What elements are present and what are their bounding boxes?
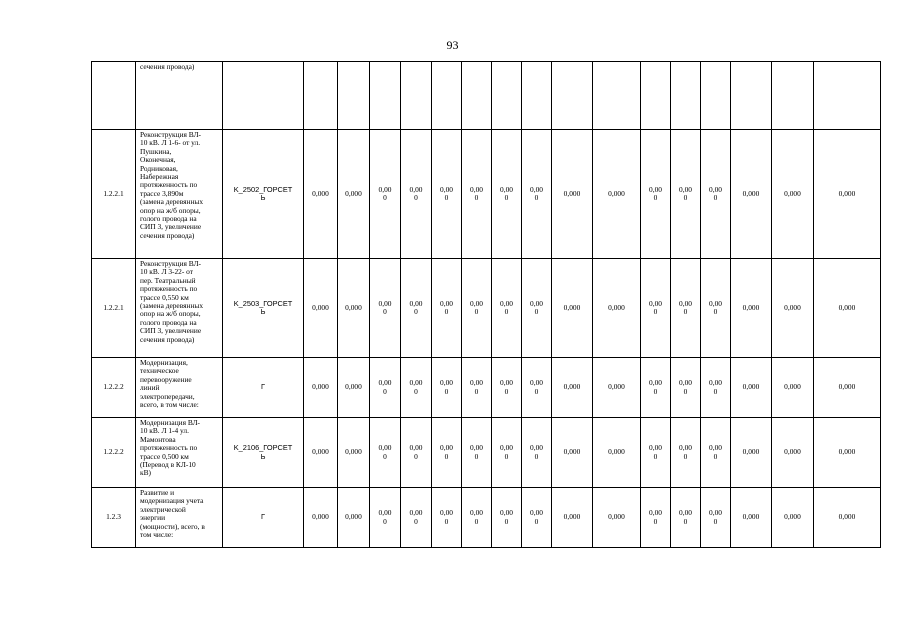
value-text: 0,000 <box>345 302 362 312</box>
row-name-text: Модернизация, техническое перевооружение линий электропередачи, всего, в том числе: <box>140 358 199 410</box>
value-text: 0,000 <box>608 382 625 392</box>
value-cell <box>401 130 432 259</box>
value-text: 0,000 <box>563 188 581 198</box>
value-text: 0,000 <box>784 447 801 457</box>
value-cell <box>338 488 370 548</box>
value-cell <box>462 62 492 130</box>
value-text: 0,00 0 <box>409 184 423 202</box>
value-text: 0,00 0 <box>378 184 392 202</box>
value-cell <box>814 418 881 488</box>
value-cell <box>492 62 522 130</box>
value-cell <box>370 358 401 418</box>
value-text: 0,00 0 <box>679 443 692 461</box>
value-text: 0,000 <box>563 382 581 392</box>
value-cell <box>401 418 432 488</box>
table-row <box>92 488 881 548</box>
value-text: 0,00 0 <box>500 508 513 526</box>
value-text: 0,00 0 <box>649 443 662 461</box>
value-text: 0,00 0 <box>530 378 543 396</box>
value-cell <box>370 62 401 130</box>
value-text: 0,00 0 <box>679 298 692 316</box>
value-cell <box>432 62 462 130</box>
row-name-text: Развитие и модернизация учета электрической энергии (мощности), всего, в том числе: <box>140 488 205 540</box>
value-cell <box>593 418 641 488</box>
value-cell <box>401 62 432 130</box>
value-cell <box>593 62 641 130</box>
row-name-cell <box>136 358 223 418</box>
value-text: 0,000 <box>563 302 581 312</box>
value-text: 0,00 0 <box>679 378 692 396</box>
value-cell <box>522 130 552 259</box>
value-cell <box>522 418 552 488</box>
value-text: 0,000 <box>608 302 625 312</box>
value-text: 0,000 <box>838 447 856 457</box>
value-cell <box>432 418 462 488</box>
row-name-cell <box>136 259 223 358</box>
value-text: 0,00 0 <box>500 378 513 396</box>
value-cell <box>641 62 671 130</box>
value-cell <box>701 358 731 418</box>
value-text: 0,000 <box>312 512 329 522</box>
value-cell <box>593 358 641 418</box>
value-cell <box>304 488 338 548</box>
value-cell <box>772 418 814 488</box>
value-cell <box>731 259 772 358</box>
value-cell <box>432 130 462 259</box>
value-cell <box>671 358 701 418</box>
value-text: 0,00 0 <box>649 378 662 396</box>
value-cell <box>641 259 671 358</box>
row-id-cell: 1.2.3 <box>92 488 136 548</box>
value-cell <box>462 488 492 548</box>
value-cell <box>552 418 593 488</box>
value-cell <box>522 488 552 548</box>
value-cell <box>731 62 772 130</box>
value-text: 0,00 0 <box>378 298 392 316</box>
row-code-text: Г <box>260 382 265 392</box>
value-cell <box>304 130 338 259</box>
value-text: 0,00 0 <box>409 378 423 396</box>
table-row <box>92 358 881 418</box>
row-name-text: сечения провода) <box>140 62 195 71</box>
value-cell <box>462 259 492 358</box>
value-text: 0,00 0 <box>709 508 722 526</box>
value-cell <box>492 130 522 259</box>
value-text: 0,000 <box>784 302 801 312</box>
value-cell <box>772 62 814 130</box>
value-cell <box>432 358 462 418</box>
value-text: 0,00 0 <box>470 378 483 396</box>
value-cell <box>671 62 701 130</box>
value-text: 0,00 0 <box>470 298 483 316</box>
value-text: 0,00 0 <box>649 298 662 316</box>
value-text: 0,00 0 <box>409 508 423 526</box>
value-cell <box>772 488 814 548</box>
value-text: 0,00 0 <box>440 443 453 461</box>
value-cell <box>731 418 772 488</box>
row-name-text: Реконструкция ВЛ- 10 кВ. Л 1-6- от ул. Пушкина, Оконечная, Родниковая, Набережная протяженность по трассе 3,890м (замена деревянных опор на ж/б опоры, голого провода на СИП 3, увеличение сечения провода) <box>140 130 204 240</box>
value-cell <box>492 488 522 548</box>
value-text: 0,00 0 <box>530 508 543 526</box>
page-number: 93 <box>446 38 459 52</box>
row-code-text: K_2503_ГОРСЕТ Ь <box>233 298 293 316</box>
value-cell <box>701 62 731 130</box>
value-text: 0,00 0 <box>709 378 722 396</box>
value-text: 0,000 <box>563 512 581 522</box>
row-code-cell <box>223 488 304 548</box>
value-cell <box>432 488 462 548</box>
value-cell <box>552 358 593 418</box>
value-text: 0,00 0 <box>500 184 513 202</box>
value-text: 0,00 0 <box>470 508 483 526</box>
value-cell <box>552 259 593 358</box>
value-text: 0,000 <box>345 447 362 457</box>
value-text: 0,000 <box>838 302 856 312</box>
value-text: 0,00 0 <box>709 443 722 461</box>
value-text: 0,00 0 <box>709 184 722 202</box>
value-text: 0,00 0 <box>649 184 662 202</box>
value-text: 0,00 0 <box>440 184 453 202</box>
row-code-cell <box>223 62 304 130</box>
value-text: 0,00 0 <box>378 378 392 396</box>
value-cell <box>701 130 731 259</box>
value-text: 0,000 <box>608 512 625 522</box>
row-id-cell: 1.2.2.2 <box>92 358 136 418</box>
value-text: 0,000 <box>312 302 329 312</box>
value-cell <box>370 130 401 259</box>
value-cell <box>814 358 881 418</box>
value-text: 0,000 <box>345 512 362 522</box>
value-cell <box>304 62 338 130</box>
value-cell <box>593 130 641 259</box>
value-cell <box>641 418 671 488</box>
row-name-cell <box>136 488 223 548</box>
value-cell <box>338 130 370 259</box>
row-name-cell <box>136 62 223 130</box>
value-text: 0,00 0 <box>378 508 392 526</box>
value-cell <box>401 488 432 548</box>
value-cell <box>462 418 492 488</box>
row-id-cell <box>92 62 136 130</box>
row-id-cell: 1.2.2.1 <box>92 259 136 358</box>
value-text: 0,00 0 <box>440 378 453 396</box>
value-text: 0,00 0 <box>530 443 543 461</box>
value-text: 0,000 <box>312 188 329 198</box>
value-cell <box>304 418 338 488</box>
value-text: 0,000 <box>742 447 760 457</box>
value-cell <box>593 488 641 548</box>
value-text: 0,000 <box>345 382 362 392</box>
table-row <box>92 259 881 358</box>
value-cell <box>641 488 671 548</box>
value-cell <box>492 358 522 418</box>
value-cell <box>522 259 552 358</box>
value-cell <box>462 130 492 259</box>
value-cell <box>432 259 462 358</box>
value-cell <box>731 488 772 548</box>
value-cell <box>731 130 772 259</box>
value-cell <box>338 418 370 488</box>
value-cell <box>772 259 814 358</box>
value-text: 0,00 0 <box>409 443 423 461</box>
value-text: 0,00 0 <box>649 508 662 526</box>
investment-table <box>91 61 881 548</box>
value-cell <box>814 488 881 548</box>
table-row <box>92 130 881 259</box>
value-text: 0,000 <box>345 188 362 198</box>
value-text: 0,000 <box>312 447 329 457</box>
row-code-text: K_2106_ГОРСЕТ Ь <box>233 443 293 461</box>
value-cell <box>370 259 401 358</box>
value-cell <box>593 259 641 358</box>
value-text: 0,000 <box>608 447 625 457</box>
value-cell <box>701 488 731 548</box>
value-text: 0,00 0 <box>679 508 692 526</box>
value-cell <box>552 62 593 130</box>
value-cell <box>814 130 881 259</box>
row-id-cell: 1.2.2.1 <box>92 130 136 259</box>
value-text: 0,000 <box>784 188 801 198</box>
value-cell <box>522 62 552 130</box>
value-text: 0,00 0 <box>409 298 423 316</box>
value-text: 0,000 <box>742 512 760 522</box>
value-cell <box>552 130 593 259</box>
value-text: 0,000 <box>312 382 329 392</box>
value-text: 0,000 <box>742 302 760 312</box>
row-code-cell <box>223 259 304 358</box>
value-cell <box>671 130 701 259</box>
value-text: 0,00 0 <box>500 443 513 461</box>
value-cell <box>814 62 881 130</box>
value-cell <box>671 259 701 358</box>
row-name-text: Реконструкция ВЛ- 10 кВ. Л 3-22- от пер. Театральный протяженность по трассе 0,550 км (замена деревянных опор на ж/б опоры, голого провода на СИП 3, увеличение сечения провода) <box>140 259 204 344</box>
value-text: 0,00 0 <box>530 298 543 316</box>
value-cell <box>701 259 731 358</box>
value-cell <box>552 488 593 548</box>
value-cell <box>370 418 401 488</box>
value-cell <box>492 259 522 358</box>
value-cell <box>462 358 492 418</box>
value-cell <box>701 418 731 488</box>
value-text: 0,000 <box>838 382 856 392</box>
value-cell <box>338 358 370 418</box>
value-cell <box>338 62 370 130</box>
value-cell <box>671 488 701 548</box>
row-code-text: K_2502_ГОРСЕТ Ь <box>233 184 293 202</box>
row-name-text: Модернизация ВЛ- 10 кВ. Л 1-4 ул. Мамонтова протяженность по трассе 0,500 км (Перевод в КЛ-10 кВ) <box>140 418 200 478</box>
value-text: 0,00 0 <box>440 508 453 526</box>
value-text: 0,000 <box>742 382 760 392</box>
value-cell <box>338 259 370 358</box>
table-row <box>92 418 881 488</box>
value-cell <box>772 358 814 418</box>
row-code-cell <box>223 418 304 488</box>
row-code-text: Г <box>260 512 265 522</box>
value-text: 0,000 <box>838 512 856 522</box>
value-cell <box>492 418 522 488</box>
value-text: 0,00 0 <box>470 184 483 202</box>
value-cell <box>522 358 552 418</box>
row-code-cell <box>223 130 304 259</box>
value-cell <box>304 259 338 358</box>
value-text: 0,00 0 <box>530 184 543 202</box>
row-name-cell <box>136 130 223 259</box>
value-text: 0,00 0 <box>709 298 722 316</box>
value-cell <box>814 259 881 358</box>
value-cell <box>671 418 701 488</box>
value-cell <box>304 358 338 418</box>
row-id-cell: 1.2.2.2 <box>92 418 136 488</box>
value-text: 0,000 <box>784 382 801 392</box>
row-code-cell <box>223 358 304 418</box>
value-text: 0,00 0 <box>440 298 453 316</box>
value-text: 0,00 0 <box>500 298 513 316</box>
value-text: 0,00 0 <box>378 443 392 461</box>
value-cell <box>370 488 401 548</box>
value-text: 0,000 <box>563 447 581 457</box>
value-text: 0,00 0 <box>679 184 692 202</box>
value-cell <box>401 259 432 358</box>
value-text: 0,000 <box>838 188 856 198</box>
value-cell <box>772 130 814 259</box>
value-text: 0,000 <box>608 188 625 198</box>
value-text: 0,000 <box>742 188 760 198</box>
value-cell <box>731 358 772 418</box>
value-text: 0,000 <box>784 512 801 522</box>
value-text: 0,00 0 <box>470 443 483 461</box>
value-cell <box>641 130 671 259</box>
row-name-cell <box>136 418 223 488</box>
value-cell <box>641 358 671 418</box>
table-row <box>92 62 881 130</box>
value-cell <box>401 358 432 418</box>
